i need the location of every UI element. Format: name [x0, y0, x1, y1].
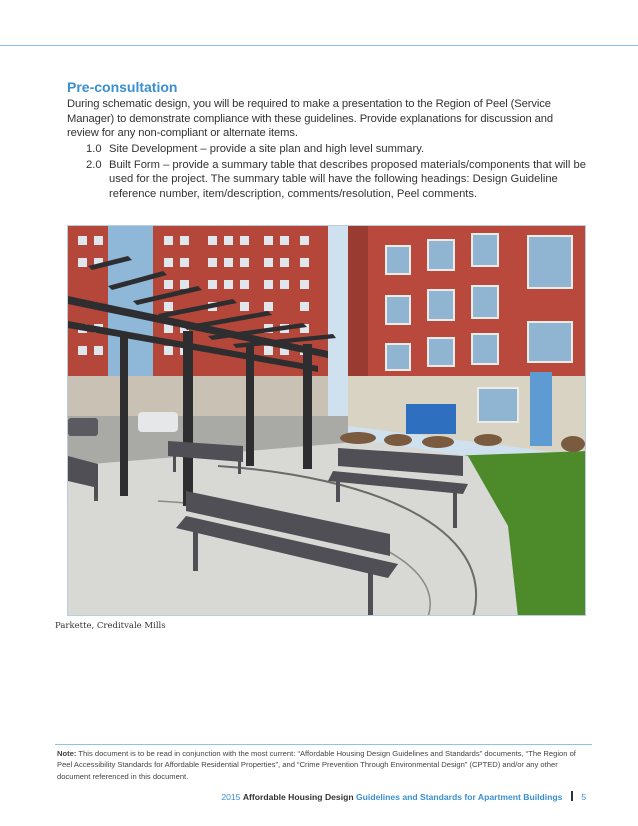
list-item [86, 142, 586, 157]
footer-subtitle: Guidelines and Standards for Apartment Buildings [356, 792, 563, 802]
footnote-label: Note: [57, 749, 77, 758]
section-heading: Pre-consultation [67, 79, 178, 95]
page-number: 5 [581, 792, 586, 802]
list-item-text: Site Development – provide a site plan and high level summary. [109, 143, 425, 155]
list-item-number: 2.0 [86, 158, 102, 171]
parked-car [138, 412, 178, 432]
list-item [86, 158, 586, 202]
list-item-text: Built Form – provide a summary table that describes proposed materials/components that will be used for the project. The summary table will have the following headings: Design Guideline reference number, item/description, comments/resolution, Peel comments. [109, 158, 586, 200]
footer-title: Affordable Housing Design [242, 792, 354, 802]
requirements-list [86, 142, 586, 202]
footnote-text: This document is to be read in conjunction with the most current: “Affordable Housing Design Guidelines and Standards” documents, “The Region of Peel Accessibility Standards for Affordable Residential Properties”, and “Crime Prevention Through Environmental Design” (CPTED) and/or any other document referenced in this document. [57, 749, 576, 781]
footnote [57, 748, 587, 782]
footer-separator [571, 791, 573, 801]
photo-caption: Parkette, Creditvale Mills [55, 621, 166, 631]
footer-year: 2015 [221, 792, 241, 802]
intro-paragraph: During schematic design, you will be required to make a presentation to the Region of Peel (Service Manager) to demonstrate compliance with these guidelines. Provide explanations for discussion and review for any non-compliant or alternate items. [67, 98, 553, 140]
parkette-photo [67, 225, 586, 616]
blue-door [530, 372, 552, 446]
bottom-rule [55, 744, 592, 745]
top-rule [0, 45, 638, 46]
list-item-number: 1.0 [86, 143, 102, 155]
parked-car [68, 418, 98, 436]
page-footer [221, 791, 586, 802]
blue-bin [406, 404, 456, 434]
